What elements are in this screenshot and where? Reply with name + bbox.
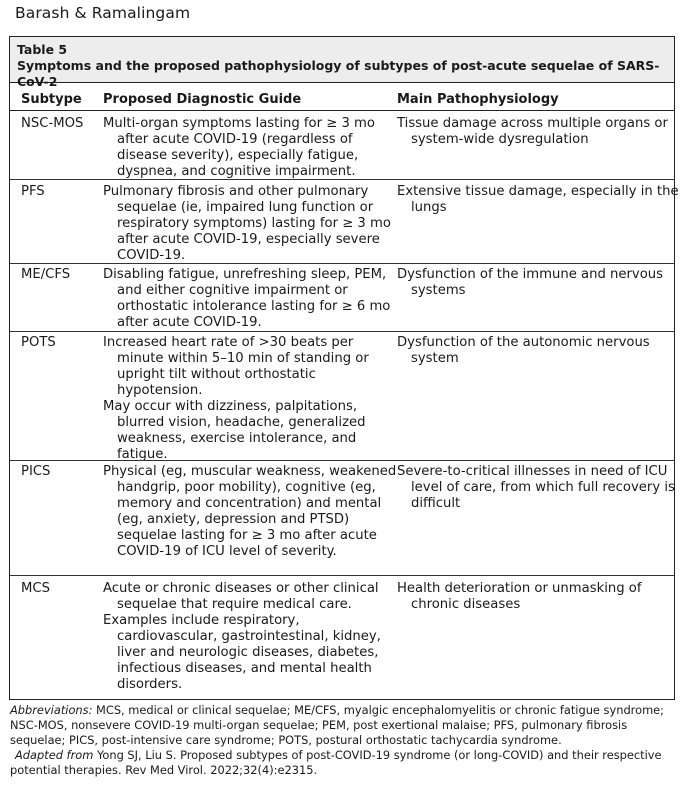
diagnostic-guide-cell: Disabling fatigue, unrefreshing sleep, PEM, and either cognitive impairment or orthostatic intolerance lasting for ≥ 6 mo after acute COVID-19. [103,267,391,330]
subtype-cell: PICS [21,464,51,479]
table-footnotes [10,703,682,778]
pathophysiology-cell: Severe-to-critical illnesses in need of ICU level of care, from which full recovery is difficult [397,464,675,511]
diagnostic-guide-cell: Acute or chronic diseases or other clinical sequelae that require medical care. [103,581,379,612]
diagnostic-guide-note: Examples include respiratory, cardiovascular, gastrointestinal, kidney, liver and neurologic diseases, diabetes, infectious diseases, and mental health disorders. [103,613,381,692]
pathophysiology-cell: Dysfunction of the immune and nervous systems [397,267,664,298]
table-5 [9,36,679,700]
running-head: Barash & Ramalingam [15,4,191,22]
adapted-label: Adapted from [15,748,94,762]
column-header-pathophysiology: Main Pathophysiology [397,92,559,107]
row-divider [10,460,674,461]
pathophysiology-cell: Tissue damage across multiple organs or system-wide dysregulation [397,116,668,147]
pathophysiology-cell: Health deterioration or unmasking of chronic diseases [397,581,642,612]
subtype-cell: POTS [21,335,56,350]
row-divider [10,263,674,264]
pathophysiology-cell: Dysfunction of the autonomic nervous system [397,335,650,366]
row-divider [10,179,674,180]
subtype-cell: NSC-MOS [21,116,84,131]
table-caption [10,37,674,89]
diagnostic-guide-note: May occur with dizziness, palpitations, blurred vision, headache, generalized weakness, exercise intolerance, and fatigue. [103,399,366,462]
column-header-subtype: Subtype [21,92,82,107]
abbreviations-text: MCS, medical or clinical sequelae; ME/CFS, myalgic encephalomyelitis or chronic fatigue syndrome; NSC-MOS, nonsevere COVID-19 multi-organ sequelae; PEM, post exertional malaise; PFS, pulmonary fibrosis sequelae; PICS, post-intensive care syndrome; POTS, postural orthostatic tachycardia syndrome. [10,703,665,747]
row-divider [10,575,674,576]
adapted-text: Yong SJ, Liu S. Proposed subtypes of post-COVID-19 syndrome (or long-COVID) and their respective potential therapies. Rev Med Virol. 2022;32(4):e2315. [10,748,662,777]
diagnostic-guide-cell: Multi-organ symptoms lasting for ≥ 3 mo after acute COVID-19 (regardless of disease severity), especially fatigue, dyspnea, and cognitive impairment. [103,116,375,179]
row-divider [10,331,674,332]
subtype-cell: PFS [21,184,45,199]
header-rule [10,110,674,111]
abbreviations-note [10,703,682,748]
source-note [10,748,682,778]
table-title: Symptoms and the proposed pathophysiology of subtypes of post-acute sequelae of SARS-CoV-2 [17,58,660,89]
subtype-cell: ME/CFS [21,267,71,282]
subtype-cell: MCS [21,581,50,596]
diagnostic-guide-cell: Physical (eg, muscular weakness, weakened handgrip, poor mobility), cognitive (eg, memory and concentration) and mental (eg, anxiety, depression and PTSD) sequelae lasting for ≥ 3 mo after acute COVID-19 of ICU level of severity. [103,464,397,559]
diagnostic-guide-cell: Increased heart rate of >30 beats per minute within 5–10 min of standing or upright tilt without orthostatic hypotension. [103,335,369,398]
diagnostic-guide-cell: Pulmonary fibrosis and other pulmonary sequelae (ie, impaired lung function or respiratory symptoms) lasting for ≥ 3 mo after acute COVID-19, especially severe COVID-19. [103,184,391,263]
pathophysiology-cell: Extensive tissue damage, especially in the lungs [397,184,679,215]
table-label: Table 5 [17,42,68,57]
abbreviations-label: Abbreviations: [10,703,93,717]
column-header-diagnostic-guide: Proposed Diagnostic Guide [103,92,302,107]
